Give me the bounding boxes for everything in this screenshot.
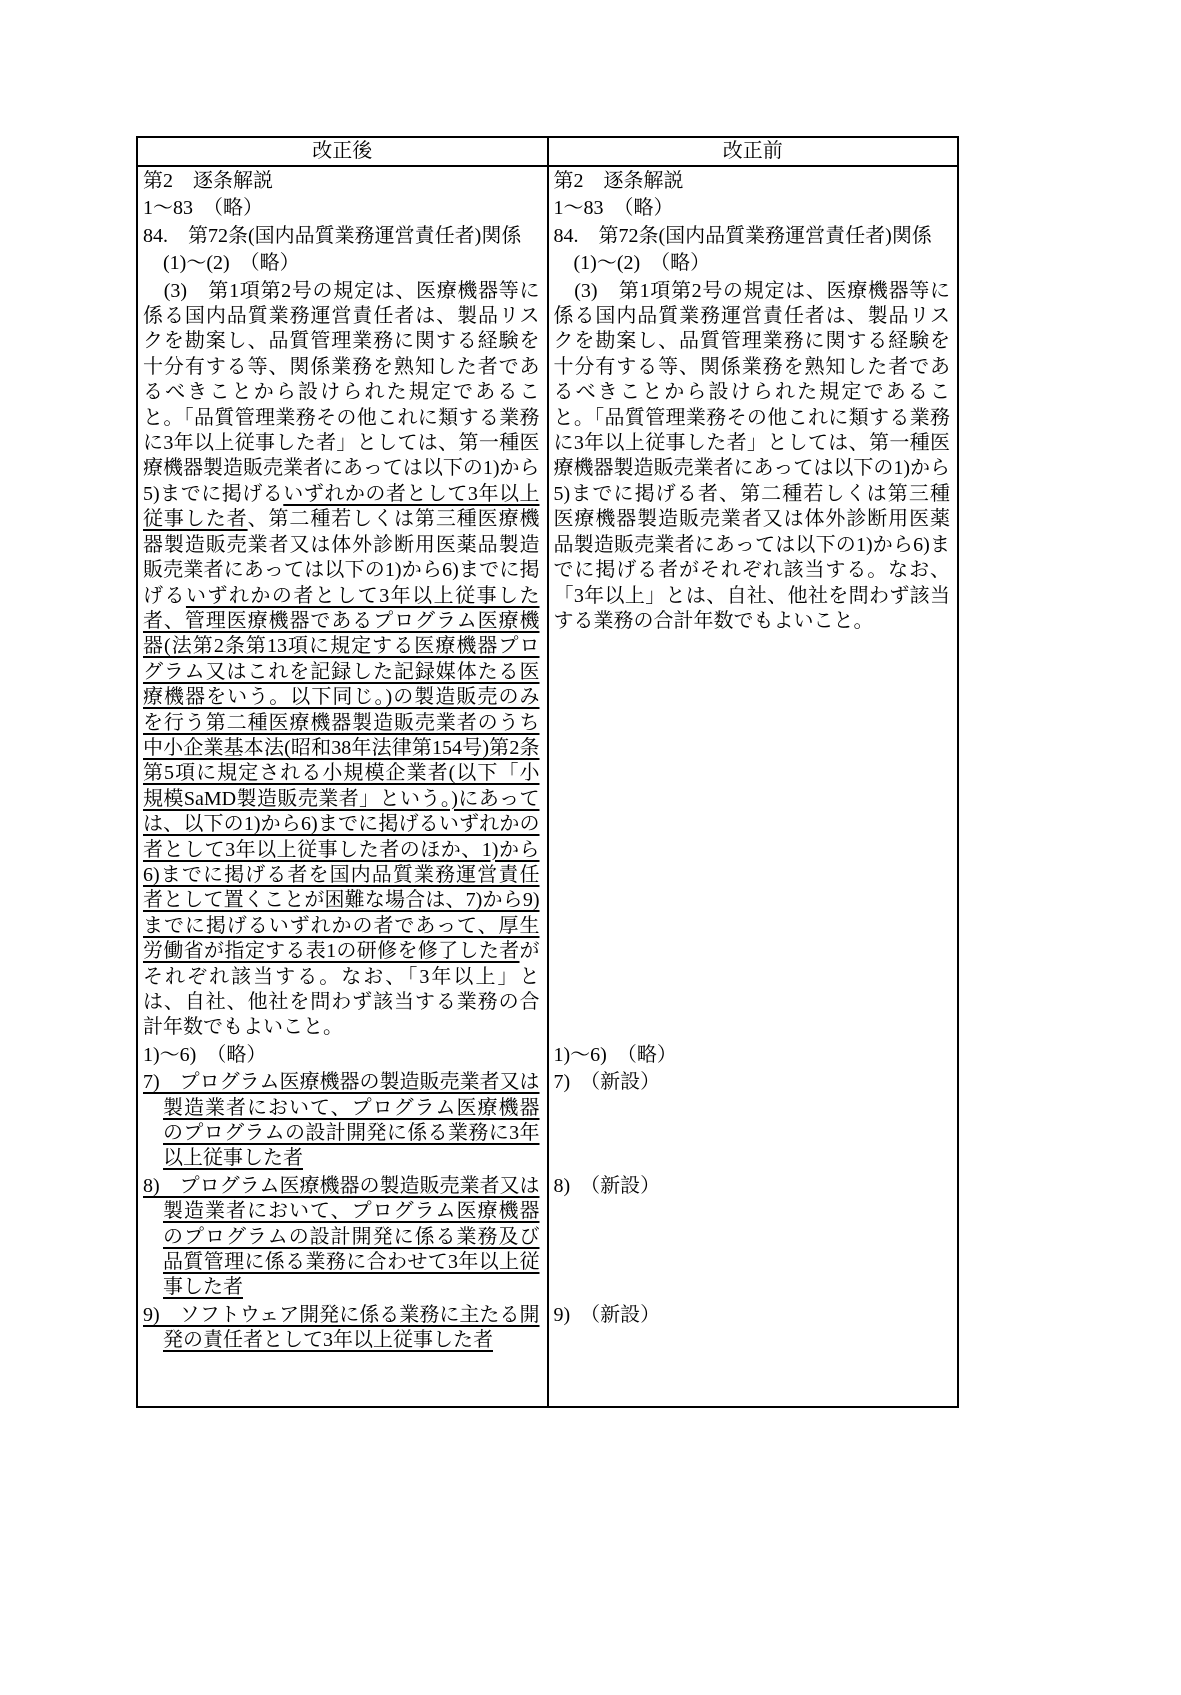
paragraph [554,1174,951,1199]
cell-after [137,1301,548,1354]
paragraph [143,196,540,221]
paragraph [143,1303,540,1354]
cell-before [548,166,959,194]
text-segment: がそれぞれ該当する。なお、「3年以上」とは、自社、他社を問わず該当する業務の合計年数でもよいこと。 [143,940,540,1039]
paragraph [554,1070,951,1095]
paragraph [143,224,540,249]
cell-before [548,1354,959,1407]
cell-after [137,1041,548,1068]
cell-before [548,1172,959,1301]
text-segment: 第2 逐条解説 [553,170,684,192]
text-segment: 7) （新設） [553,1071,661,1094]
cell-before [548,222,959,249]
text-segment: 第2 逐条解説 [143,170,273,192]
cell-after [137,1068,548,1172]
paragraph [554,169,951,194]
table-row [137,249,958,276]
cell-after [137,194,548,221]
column-header-before: 改正前 [548,137,959,166]
text-segment: (1)〜(2) （略） [553,252,711,275]
paragraph [554,251,951,276]
text-segment: 1)〜6) （略） [553,1043,677,1066]
paragraph [554,1303,951,1328]
paragraph [143,251,540,276]
cell-after [137,277,548,1041]
table-row [137,222,958,249]
underlined-text-segment: いずれかの者として3年以上従事した者、管理医療機器であるプログラム医療機器(法第2条第13項に規定する医療機器プログラム又はこれを記録した記録媒体たる医療機器をいう。以下同じ。)の製造販売のみを行う第二種医療機器製造販売業者のうち中小企業基本法(昭和38年法律第154号)第2条第5項に規定される小規模企業者(以下「小規模SaMD製造販売業者」という。)にあっては、以下の1)から6)までに掲げるいずれかの者として3年以上従事した者のほか、1)から6)までに掲げる者を国内品質業務運営責任者として置くことが困難な場合は、7)から9)までに掲げるいずれかの者であって、厚生労働省が指定する表1の研修を修了した者 [143,584,540,963]
table-row [137,166,958,194]
paragraph [554,1043,951,1068]
text-segment: 、第二種若しくは第三種医療機器製造販売業者又は体外診断用医薬品製造販売業者にあっては以下の1)から6)までに掲げる [143,508,540,607]
text-segment: 1)〜6) （略） [143,1043,267,1066]
paragraph [143,279,540,1041]
cell-before [548,1068,959,1172]
paragraph [554,279,951,635]
table-body [137,166,958,1407]
table-row [137,1172,958,1301]
table-row [137,1041,958,1068]
cell-before [548,249,959,276]
cell-after [137,1354,548,1407]
underlined-text-segment: 8) プログラム医療機器の製造販売業者又は製造業者において、プログラム医療機器のプログラムの設計開発に係る業務及び品質管理に係る業務に合わせて3年以上従事した者 [143,1174,540,1299]
table-row [137,277,958,1041]
cell-before [548,1041,959,1068]
text-segment: 1〜83 （略） [553,197,674,220]
table-row [137,1301,958,1354]
text-segment: 1〜83 （略） [143,197,263,220]
table-row [137,1068,958,1172]
underlined-text-segment: 9) ソフトウェア開発に係る業務に主たる開発の責任者として3年以上従事した者 [143,1303,540,1352]
text-segment: 8) （新設） [553,1174,661,1197]
cell-before [548,194,959,221]
cell-after [137,222,548,249]
cell-after [137,1172,548,1301]
cell-after [137,166,548,194]
table-row [137,1354,958,1407]
text-segment: (3) 第1項第2号の規定は、医療機器等に係る国内品質業務運営責任者は、製品リスクを勘案し、品質管理業務に関する経験を十分有する等、関係業務を熟知した者であるべきことから設けられた規定であること。「品質管理業務その他これに類する業務に3年以上従事した者」としては、第一種医療機器製造販売業者にあっては以下の1)から5)までに掲げる者、第二種若しくは第三種医療機器製造販売業者又は体外診断用医薬品製造販売業者にあっては以下の1)から6)までに掲げる者がそれぞれ該当する。なお、「3年以上」とは、自社、他社を問わず該当する業務の合計年数でもよいこと。 [553,279,950,632]
text-segment: 9) （新設） [553,1303,661,1326]
paragraph [143,169,540,194]
column-header-after: 改正後 [137,137,548,166]
paragraph [554,224,951,249]
comparison-sheet [136,136,959,1408]
cell-before [548,277,959,1041]
underlined-text-segment: いずれかの者として3年以上従事した者 [143,482,540,531]
cell-before [548,1301,959,1354]
text-segment: (3) 第1項第2号の規定は、医療機器等に係る国内品質業務運営責任者は、製品リスクを勘案し、品質管理業務に関する経験を十分有する等、関係業務を熟知した者であるべきことから設けられた規定であること。「品質管理業務その他これに類する業務に3年以上従事した者」としては、第一種医療機器製造販売業者にあっては以下の1)から5)までに掲げる [143,279,540,505]
header-row [137,137,958,166]
cell-after [137,249,548,276]
text-segment: (1)〜(2) （略） [143,252,300,275]
comparison-table [136,136,959,1408]
text-segment: 84. 第72条(国内品質業務運営責任者)関係 [143,224,522,247]
paragraph [554,196,951,221]
paragraph [143,1174,540,1301]
paragraph [143,1043,540,1068]
table-row [137,194,958,221]
paragraph [143,1070,540,1172]
text-segment: 84. 第72条(国内品質業務運営責任者)関係 [553,224,932,247]
underlined-text-segment: 7) プログラム医療機器の製造販売業者又は製造業者において、プログラム医療機器のプログラムの設計開発に係る業務に3年以上従事した者 [143,1071,540,1170]
